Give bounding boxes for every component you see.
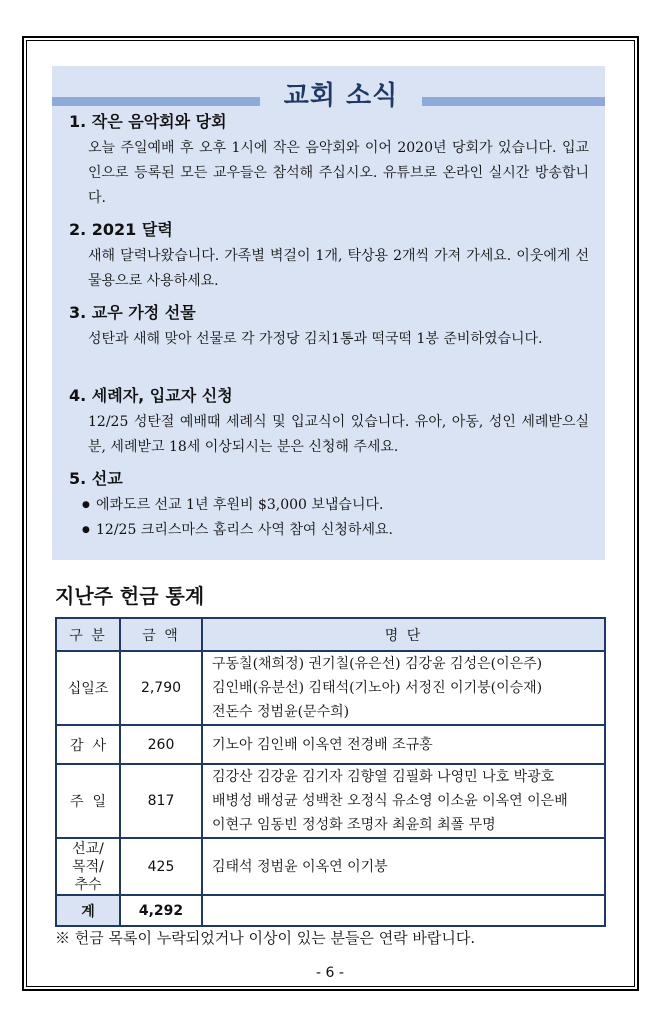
total-amount: 4,292 <box>120 895 202 926</box>
title-bar-left <box>52 97 260 106</box>
row-names <box>202 764 605 838</box>
row-amount: 2,790 <box>120 651 202 725</box>
news-item-body: 12/25 성탄절 예배때 세례식 및 입교식이 있습니다. 유아, 아동, 성인 세례받으실 분, 세례받고 18세 이상되시는 분은 신청해 주세요. <box>88 414 589 455</box>
mission-bullet-list <box>82 493 589 543</box>
names-line: 구동칠(채희정) 권기칠(유은선) 김강윤 김성은(이은주) <box>212 656 543 672</box>
row-category <box>56 838 120 895</box>
row-category: 십일조 <box>56 651 120 725</box>
row-names <box>202 725 605 764</box>
names-line: 김인배(유분선) 김태석(기노아) 서정진 이기붕(이승재) <box>212 680 543 696</box>
news-title: 교회 소식 <box>283 81 399 111</box>
row-names <box>202 651 605 725</box>
names-line: 전돈수 정범윤(문수희) <box>212 704 350 720</box>
news-item-heading: 5. 선교 <box>69 469 123 488</box>
category-line: 목적/ <box>72 858 104 875</box>
header-names: 명 단 <box>202 618 605 651</box>
table-row <box>56 838 605 895</box>
row-category: 주 일 <box>56 764 120 838</box>
header-category: 구 분 <box>56 618 120 651</box>
news-item-heading: 3. 교우 가정 선물 <box>69 303 196 322</box>
news-item-1 <box>69 111 589 211</box>
row-amount: 260 <box>120 725 202 764</box>
total-names-empty <box>202 895 605 926</box>
church-news-panel <box>52 66 605 560</box>
news-item-2 <box>69 219 589 294</box>
offering-table <box>55 617 606 927</box>
category-line: 선교/ <box>72 840 104 857</box>
table-row <box>56 651 605 725</box>
offering-note: ※ 헌금 목록이 누락되었거나 이상이 있는 분들은 연락 바랍니다. <box>55 929 476 947</box>
news-item-4 <box>69 385 589 460</box>
news-item-heading: 1. 작은 음악회와 당회 <box>69 112 227 131</box>
names-line: 배병성 배성균 성백찬 오정식 유소영 이소윤 이옥연 이은배 <box>212 793 568 809</box>
news-title-row <box>52 76 605 116</box>
names-line: 김태석 정범윤 이옥연 이기붕 <box>212 858 388 875</box>
category-line: 추수 <box>74 876 102 893</box>
row-amount: 817 <box>120 764 202 838</box>
news-item-3 <box>69 302 589 352</box>
total-label: 계 <box>56 895 120 926</box>
news-item-body: 오늘 주일예배 후 오후 1시에 작은 음악회와 이어 2020년 당회가 있습니다. 입교인으로 등록된 모든 교우들은 참석해 주십시오. 유튜브로 온라인 실시간 방송합니다. <box>88 140 589 206</box>
names-line: 김강산 김강윤 김기자 김향열 김필화 나영민 나호 박광호 <box>212 769 555 785</box>
news-item-heading: 4. 세례자, 입교자 신청 <box>69 386 233 405</box>
title-bar-right <box>422 97 605 106</box>
page-number: - 6 - <box>316 965 344 981</box>
news-item-body: 새해 달력나왔습니다. 가족별 벽걸이 1개, 탁상용 2개씩 가져 가세요. 이웃에게 선물용으로 사용하세요. <box>88 248 589 289</box>
table-row <box>56 764 605 838</box>
news-item-5 <box>69 468 589 543</box>
news-item-body: 성탄과 새해 맞아 선물로 각 가정당 김치1통과 떡국떡 1봉 준비하였습니다. <box>88 331 543 347</box>
offering-stats-title: 지난주 헌금 통계 <box>55 584 205 608</box>
names-line: 이현구 임동빈 정성화 조명자 최윤희 최폴 무명 <box>212 817 496 833</box>
table-header-row <box>56 618 605 651</box>
row-names <box>202 838 605 895</box>
header-amount: 금 액 <box>120 618 202 651</box>
row-category: 감 사 <box>56 725 120 764</box>
row-amount: 425 <box>120 838 202 895</box>
news-item-heading: 2. 2021 달력 <box>69 220 173 239</box>
table-row <box>56 725 605 764</box>
list-item: ● 12/25 크리스마스 홈리스 사역 참여 신청하세요. <box>82 518 589 543</box>
table-total-row <box>56 895 605 926</box>
names-line: 기노아 김인배 이옥연 전경배 조규홍 <box>212 736 433 753</box>
list-item: ● 에콰도르 선교 1년 후원비 $3,000 보냅습니다. <box>82 493 589 518</box>
